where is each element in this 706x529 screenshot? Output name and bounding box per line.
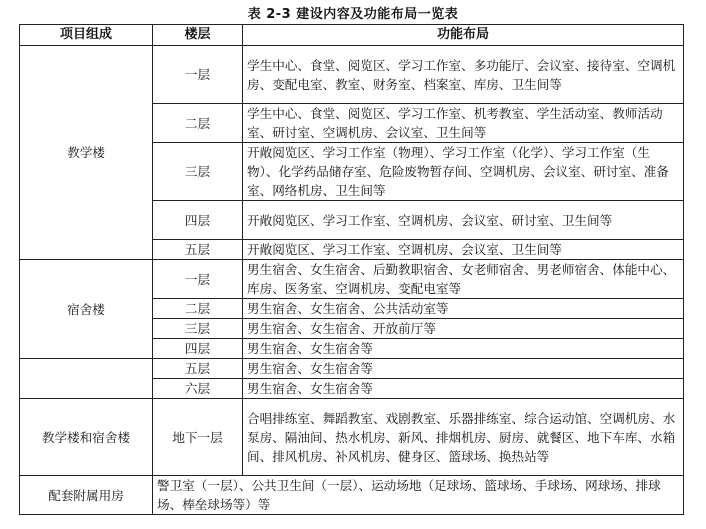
table-row — [20, 359, 684, 379]
group-cell-auxiliary: 配套附属用房 — [20, 476, 153, 515]
group-cell-dormitory: 宿舍楼 — [20, 260, 153, 359]
table-row — [20, 260, 684, 299]
function-cell: 男生宿舍、女生宿舍、开放前厅等 — [243, 319, 684, 339]
floor-cell: 地下一层 — [153, 399, 243, 476]
floor-cell: 三层 — [153, 319, 243, 339]
function-cell: 男生宿舍、女生宿舍等 — [243, 339, 684, 359]
floor-cell: 六层 — [153, 379, 243, 399]
floor-cell: 四层 — [153, 201, 243, 240]
header-function: 功能布局 — [243, 25, 684, 46]
function-cell: 男生宿舍、女生宿舍、后勤教职宿舍、女老师宿舍、男老师宿舍、体能中心、库房、医务室、空调机房、变配电室等 — [243, 260, 684, 299]
floor-cell: 五层 — [153, 359, 243, 379]
function-cell: 警卫室（一层）、公共卫生间（一层）、运动场地（足球场、篮球场、手球场、网球场、排球场、棒垒球场等）等 — [153, 476, 684, 515]
function-cell: 男生宿舍、女生宿舍等 — [243, 379, 684, 399]
function-cell: 开敞阅览区、学习工作室、空调机房、会议室、研讨室、卫生间等 — [243, 201, 684, 240]
table-row — [20, 476, 684, 515]
header-row — [20, 25, 684, 46]
floor-cell: 二层 — [153, 299, 243, 319]
header-project: 项目组成 — [20, 25, 153, 46]
construction-layout-table — [19, 24, 684, 515]
table-row — [20, 46, 684, 104]
table-row — [20, 399, 684, 476]
floor-cell: 二层 — [153, 104, 243, 143]
floor-cell: 五层 — [153, 240, 243, 260]
function-cell: 学生中心、食堂、阅览区、学习工作室、多功能厅、会议室、接待室、空调机房、变配电室、教室、财务室、档案室、库房、卫生间等 — [243, 46, 684, 104]
floor-cell: 一层 — [153, 46, 243, 104]
table-caption: 表 2-3 建设内容及功能布局一览表 — [247, 7, 459, 22]
group-cell-combined: 教学楼和宿舍楼 — [20, 399, 153, 476]
function-cell: 男生宿舍、女生宿舍等 — [243, 359, 684, 379]
group-cell-teaching: 教学楼 — [20, 46, 153, 260]
header-floor: 楼层 — [153, 25, 243, 46]
function-cell: 男生宿舍、女生宿舍、公共活动室等 — [243, 299, 684, 319]
floor-cell: 一层 — [153, 260, 243, 299]
floor-cell: 三层 — [153, 143, 243, 201]
group-cell-blank — [20, 359, 153, 399]
function-cell: 学生中心、食堂、阅览区、学习工作室、机考教室、学生活动室、教师活动室、研讨室、空调机房、会议室、卫生间等 — [243, 104, 684, 143]
function-cell: 开敞阅览区、学习工作室（物理）、学习工作室（化学）、学习工作室（生物）、化学药品储存室、危险废物暂存间、空调机房、会议室、研讨室、准备室、网络机房、卫生间等 — [243, 143, 684, 201]
floor-cell: 四层 — [153, 339, 243, 359]
function-cell: 合唱排练室、舞蹈教室、戏剧教室、乐器排练室、综合运动馆、空调机房、水泵房、隔油间、热水机房、新风、排烟机房、厨房、就餐区、地下车库、水箱间、排风机房、补风机房、健身区、篮球场、换热站等 — [243, 399, 684, 476]
function-cell: 开敞阅览区、学习工作室、空调机房、会议室、卫生间等 — [243, 240, 684, 260]
